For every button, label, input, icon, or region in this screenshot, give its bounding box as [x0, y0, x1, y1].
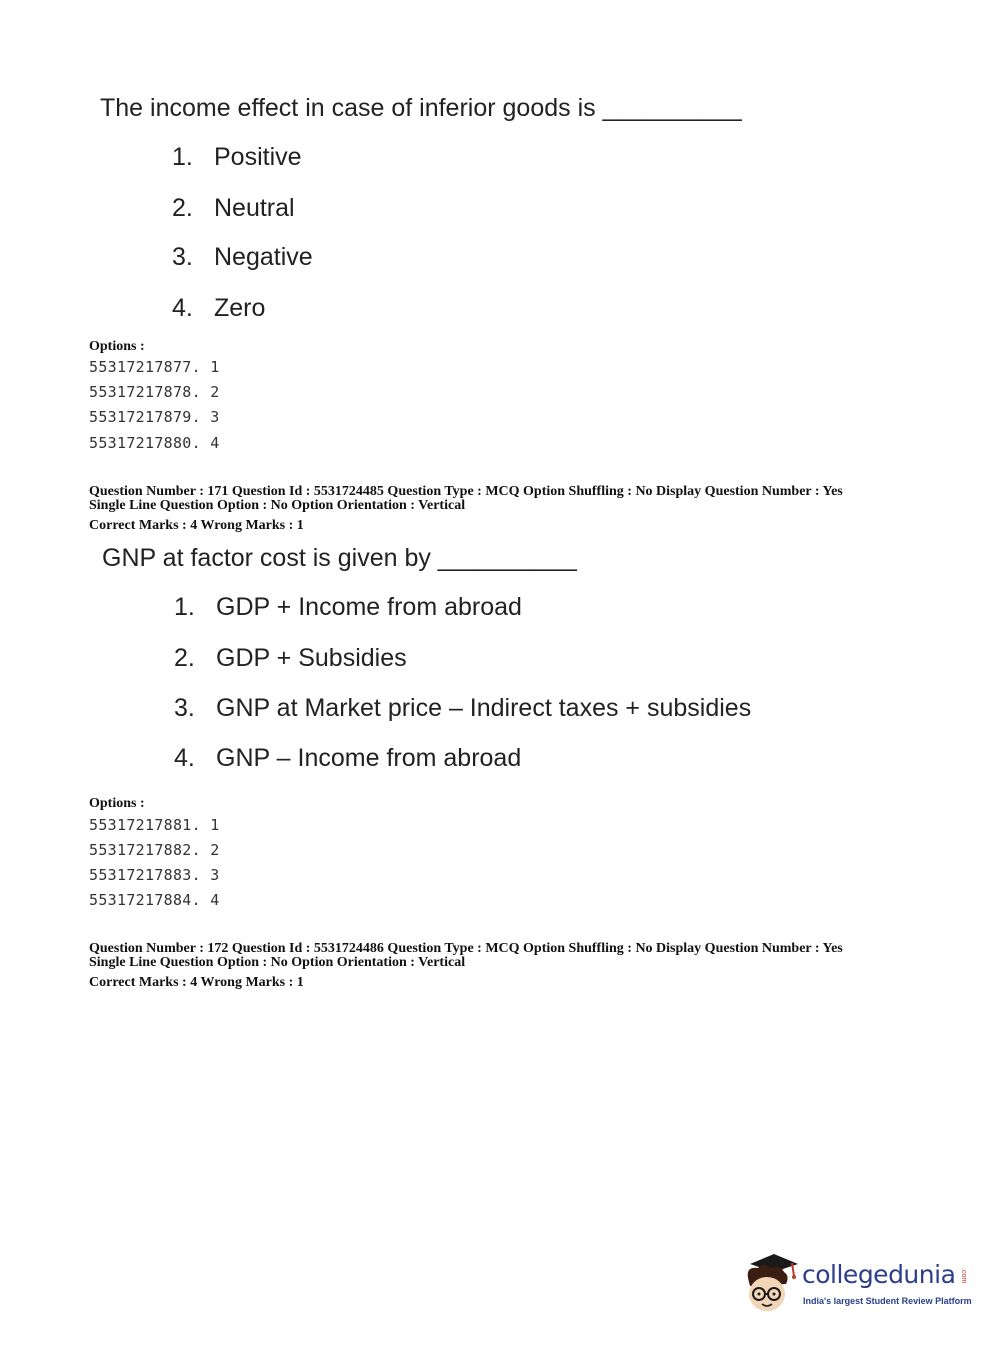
- option-id: 55317217882. 2: [89, 841, 220, 859]
- mascot-icon: [740, 1248, 802, 1318]
- logo-tagline: India's largest Student Review Platform: [803, 1296, 972, 1306]
- option-id: 55317217880. 4: [89, 434, 220, 452]
- option-number: 3.: [174, 694, 195, 722]
- marks-line: Correct Marks : 4 Wrong Marks : 1: [89, 518, 304, 533]
- logo-wordmark: collegedunia: [802, 1260, 956, 1289]
- option-text: Positive: [214, 143, 302, 171]
- question-2-option-2: [174, 644, 407, 673]
- option-number: 2.: [172, 194, 193, 222]
- question-1-option-3: [172, 243, 313, 272]
- collegedunia-logo: [740, 1248, 970, 1318]
- question-meta-line: Question Number : 172 Question Id : 5531724486 Question Type : MCQ Option Shuffling : No Display Question Number : Yes: [89, 941, 843, 956]
- option-id: 55317217879. 3: [89, 408, 220, 426]
- option-text: GDP + Income from abroad: [216, 593, 522, 621]
- question-meta-line: Single Line Question Option : No Option Orientation : Vertical: [89, 955, 466, 970]
- marks-line: Correct Marks : 4 Wrong Marks : 1: [89, 975, 304, 990]
- question-2-option-4: [174, 744, 521, 773]
- question-meta-line: Question Number : 171 Question Id : 5531724485 Question Type : MCQ Option Shuffling : No Display Question Number : Yes: [89, 484, 843, 499]
- option-text: GDP + Subsidies: [216, 644, 407, 672]
- option-text: Negative: [214, 243, 313, 271]
- option-id: 55317217877. 1: [89, 358, 220, 376]
- option-text: GNP at Market price – Indirect taxes + subsidies: [216, 694, 752, 722]
- options-label: Options :: [89, 339, 145, 354]
- option-id: 55317217881. 1: [89, 816, 220, 834]
- option-id: 55317217878. 2: [89, 383, 220, 401]
- question-2-option-1: [174, 593, 522, 622]
- question-meta-line: Single Line Question Option : No Option Orientation : Vertical: [89, 498, 466, 513]
- question-1-option-2: [172, 194, 295, 223]
- question-2-text: GNP at factor cost is given by __________: [102, 544, 577, 572]
- option-number: 4.: [172, 294, 193, 322]
- question-1-option-1: [172, 143, 302, 172]
- option-id: 55317217883. 3: [89, 866, 220, 884]
- option-text: Neutral: [214, 194, 295, 222]
- option-id: 55317217884. 4: [89, 891, 220, 909]
- question-2-option-3: [174, 694, 751, 723]
- question-1-option-4: [172, 294, 265, 323]
- option-number: 4.: [174, 744, 195, 772]
- option-text: GNP – Income from abroad: [216, 744, 522, 772]
- option-number: 1.: [174, 593, 195, 621]
- option-number: 1.: [172, 143, 193, 171]
- option-number: 2.: [174, 644, 195, 672]
- option-number: 3.: [172, 243, 193, 271]
- logo-suffix: .com: [960, 1268, 967, 1284]
- option-text: Zero: [214, 294, 266, 322]
- options-label: Options :: [89, 796, 145, 811]
- question-1-text: The income effect in case of inferior goods is __________: [100, 94, 742, 122]
